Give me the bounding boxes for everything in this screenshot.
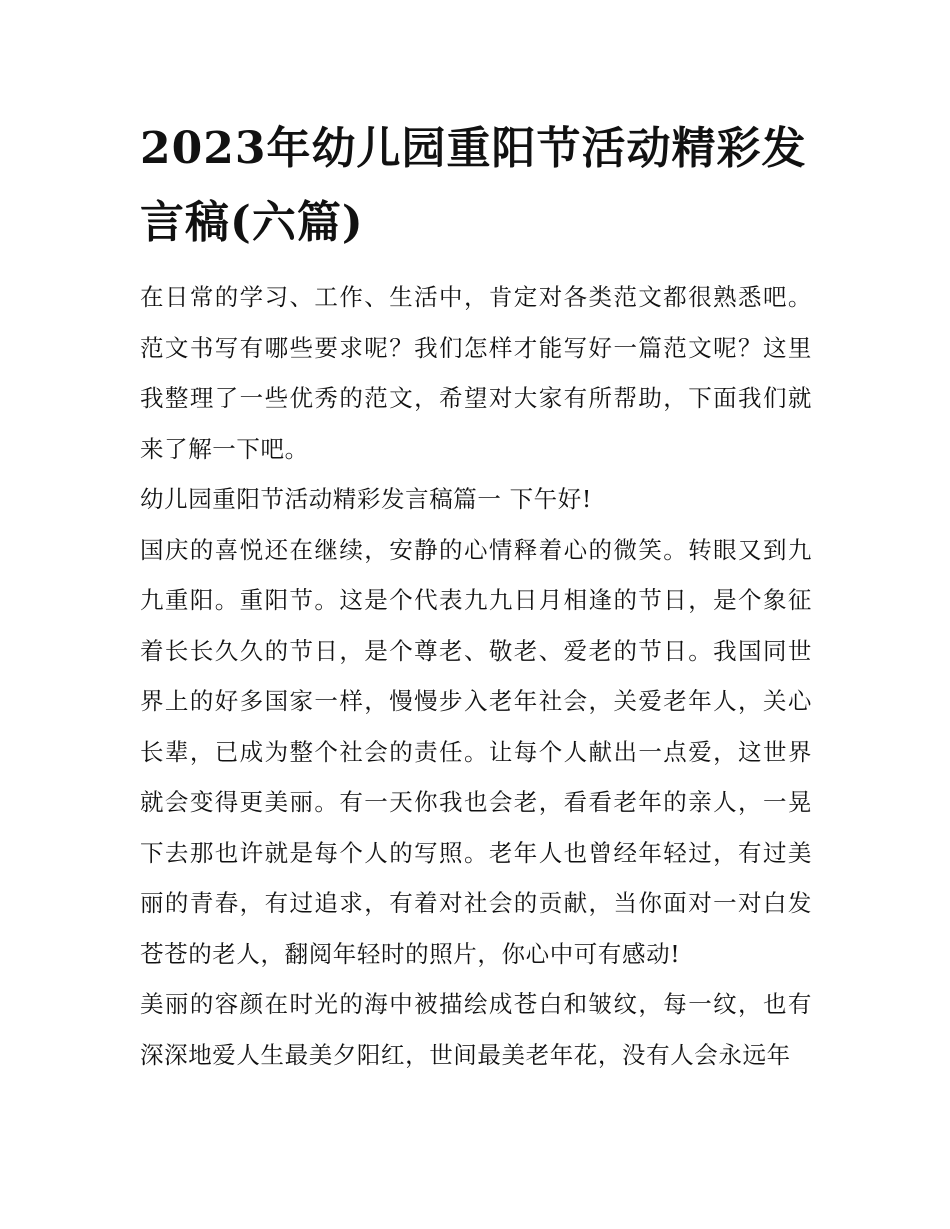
intro-paragraph: 在日常的学习、工作、生活中，肯定对各类范文都很熟悉吧。范文书写有哪些要求呢？我们怎样才能写好一篇范文呢？这里我整理了一些优秀的范文，希望对大家有所帮助，下面我们就来了解一下吧。 (140, 283, 812, 463)
body-paragraph: 美丽的容颜在时光的海中被描绘成苍白和皱纹，每一纹，也有深深地爱人生最美夕阳红，世间最美老年花，没有人会永远年 (140, 990, 812, 1069)
body-paragraph: 国庆的喜悦还在继续，安静的心情释着心的微笑。转眼又到九九重阳。重阳节。这是个代表九九日月相逢的节日，是个象征着长长久久的节日，是个尊老、敬老、爱老的节日。我国同世界上的好多国家一样，慢慢步入老年社会，关爱老年人，关心长辈，已成为整个社会的责任。让每个人献出一点爱，这世界就会变得更美丽。有一天你我也会老，看看老年的亲人，一晃下去那也许就是每个人的写照。老年人也曾经年轻过，有过美丽的青春，有过追求，有着对社会的贡献，当你面对一对白发苍苍的老人，翻阅年轻时的照片，你心中可有感动! (140, 535, 812, 968)
section-heading-paragraph: 幼儿园重阳节活动精彩发言稿篇一 下午好! (140, 485, 592, 513)
document-title: 2023年幼儿园重阳节活动精彩发言稿(六篇) (140, 123, 807, 248)
document-body (140, 112, 812, 1080)
